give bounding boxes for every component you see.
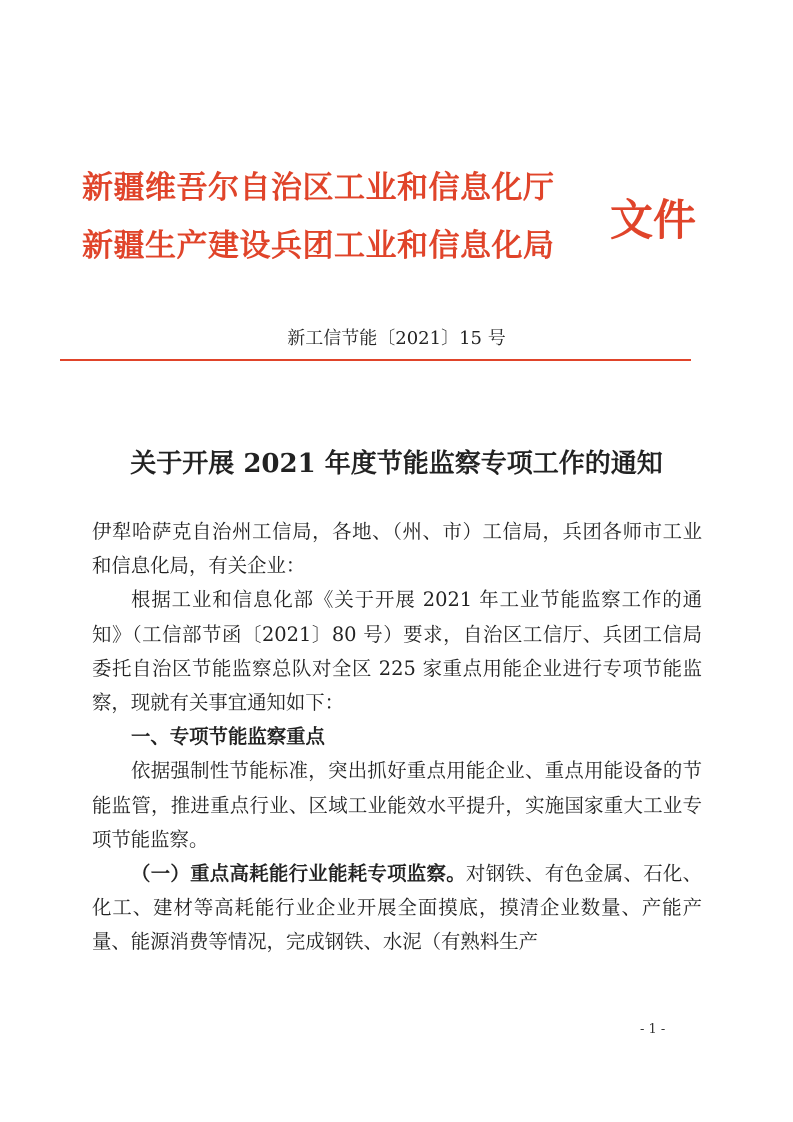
addressee-paragraph: 伊犁哈萨克自治州工信局，各地、（州、市）工信局，兵团各师市工业和信息化局，有关企业： bbox=[92, 520, 702, 578]
item-1-heading: （一）重点高耗能行业能耗专项监察。 bbox=[131, 862, 466, 886]
section-1-paragraph: 依据强制性节能标准，突出抓好重点用能企业、重点用能设备的节能监管，推进重点行业、区域工业能效水平提升，实施国家重大工业专项节能监察。 bbox=[92, 759, 702, 851]
document-header bbox=[82, 168, 722, 278]
section-1-heading: 一、专项节能监察重点 bbox=[131, 725, 325, 749]
issuer-line-1: 新疆维吾尔自治区工业和信息化厅 bbox=[82, 170, 555, 206]
issuer-line-2: 新疆生产建设兵团工业和信息化局 bbox=[82, 228, 555, 264]
document-type-label: 文件 bbox=[610, 196, 696, 246]
item-1-paragraph bbox=[92, 857, 702, 960]
document-title: 关于开展 2021 年度节能监察专项工作的通知 bbox=[130, 449, 663, 479]
document-number: 新工信节能〔2021〕15 号 bbox=[287, 328, 506, 349]
intro-paragraph: 根据工业和信息化部《关于开展 2021 年工业节能监察工作的通知》（工信部节函〔2021〕80 号）要求，自治区工信厅、兵团工信局委托自治区节能监察总队对全区 225 家重点用能企业进行专项节能监察，现就有关事宜通知如下： bbox=[92, 588, 702, 715]
item-1-text: 对钢铁、有色金属、石化、化工、建材等高耗能行业企业开展全面摸底，摸清企业数量、产能产量、能源消费等情况，完成钢铁、水泥（有熟料生产 bbox=[92, 862, 703, 954]
document-body bbox=[92, 515, 702, 960]
page-number: - 1 - bbox=[640, 1022, 666, 1037]
red-divider-line bbox=[60, 359, 691, 361]
